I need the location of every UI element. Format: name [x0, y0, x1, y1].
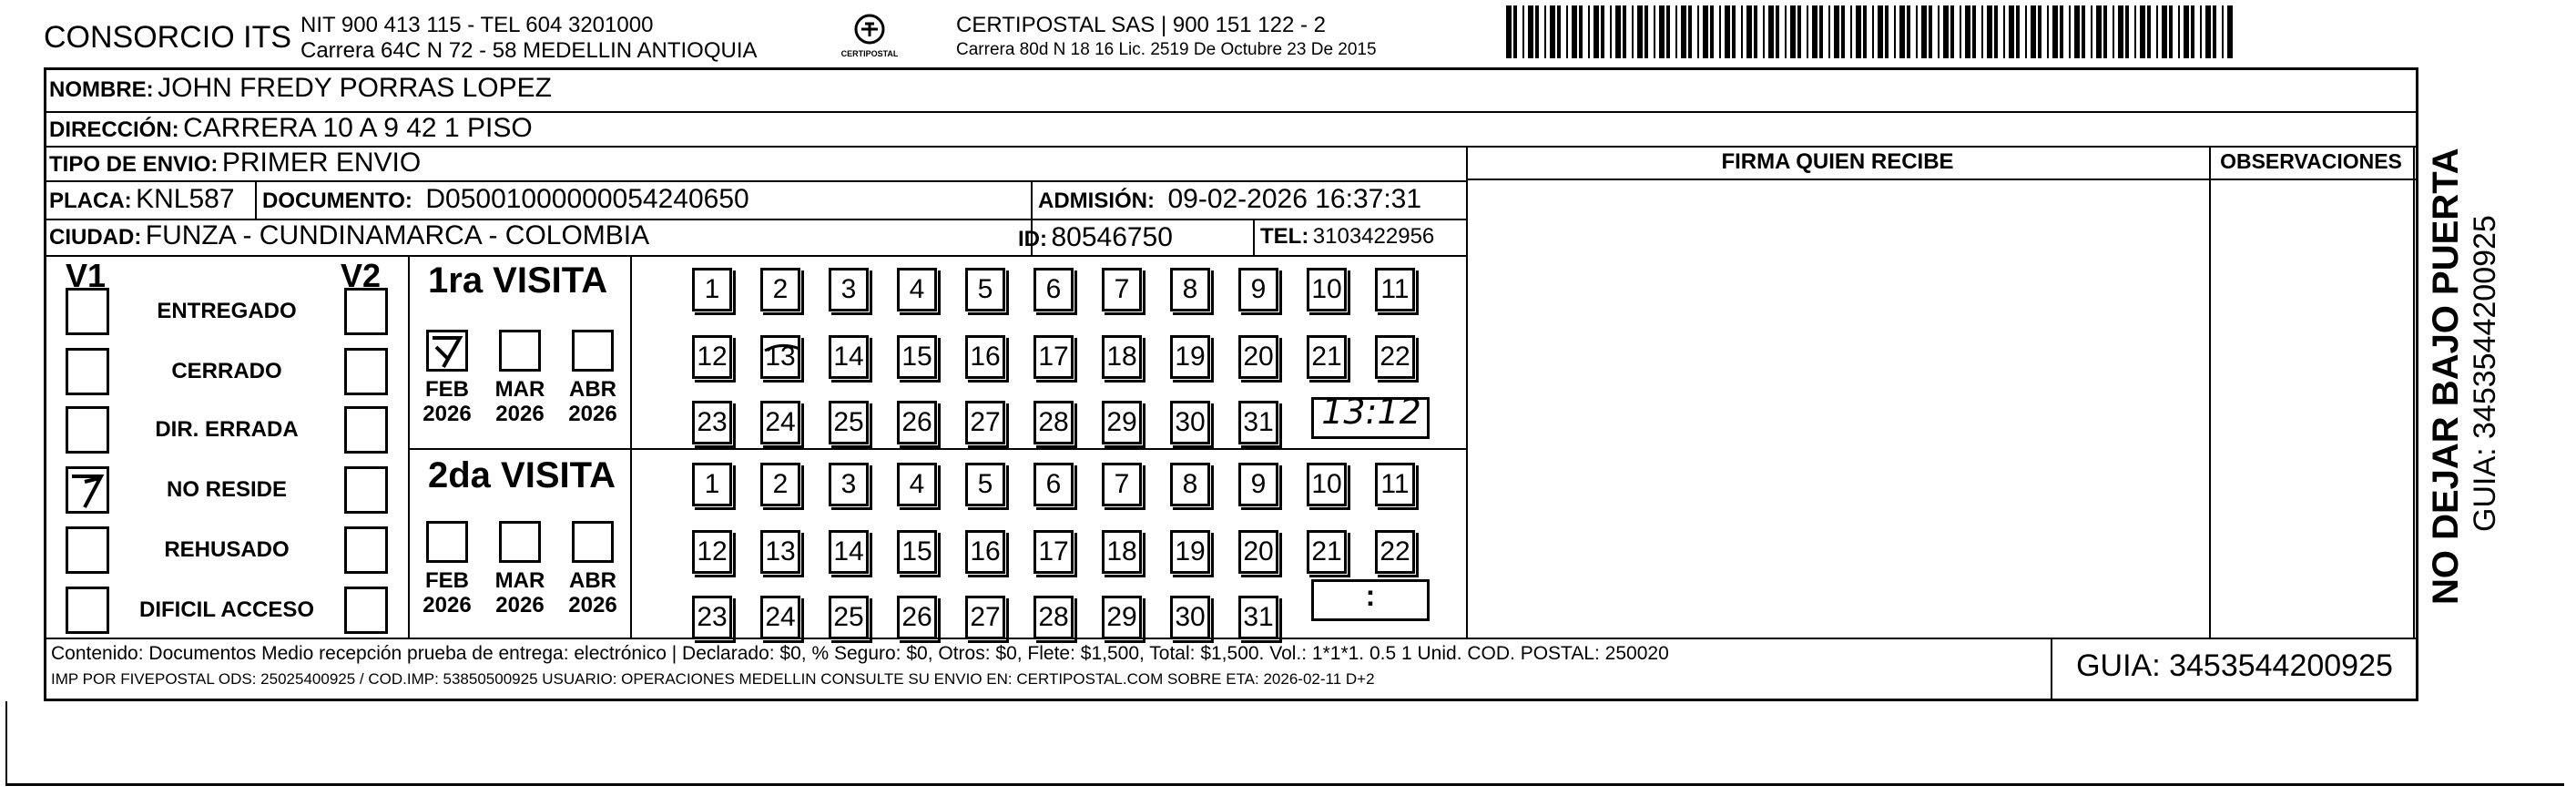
day-box[interactable]: 17 — [1033, 335, 1074, 379]
envelope-edge — [5, 783, 2564, 786]
day-box[interactable]: 25 — [829, 596, 869, 639]
barcode-bar — [1623, 5, 1626, 58]
day-box[interactable]: 5 — [965, 463, 1005, 506]
month-label — [564, 568, 622, 617]
carrier-details-line1: CERTIPOSTAL SAS | 900 151 122 - 2 — [956, 13, 1326, 37]
barcode-bar — [2140, 5, 2145, 58]
nombre-value: JOHN FREDY PORRAS LOPEZ — [158, 73, 552, 103]
v2-checkbox[interactable] — [344, 466, 388, 514]
barcode-bar — [1878, 5, 1883, 58]
barcode-bar — [1528, 5, 1533, 58]
barcode-bar — [1746, 5, 1752, 58]
month-year: 2026 — [495, 402, 545, 426]
day-box[interactable]: 29 — [1102, 596, 1142, 639]
v2-label: V2 — [341, 257, 382, 294]
barcode-bar — [2200, 5, 2202, 58]
barcode-bar — [1812, 5, 1817, 58]
day-box[interactable]: 14 — [829, 530, 869, 574]
barcode-bar — [2003, 5, 2005, 58]
barcode-bar — [1725, 5, 1730, 58]
barcode-bar — [2096, 5, 2102, 58]
barcode-bar — [2191, 5, 2194, 58]
barcode-bar — [1610, 5, 1612, 58]
barcode-bar — [1535, 5, 1539, 58]
barcode-bar — [1601, 5, 1604, 58]
barcode-bar — [1807, 5, 1808, 58]
month-checkbox-abr[interactable] — [572, 521, 614, 563]
month-checkbox-feb[interactable] — [426, 330, 468, 372]
ciudad-label: CIUDAD: — [49, 225, 142, 250]
day-box[interactable]: 1 — [692, 268, 732, 311]
ciudad-value: FUNZA - CUNDINAMARCA - COLOMBIA — [145, 220, 650, 250]
id-value: 80546750 — [1051, 222, 1173, 252]
day-box[interactable]: 24 — [760, 401, 800, 444]
month-name: MAR — [494, 568, 545, 593]
day-box[interactable]: 4 — [897, 463, 937, 506]
month-checkbox-feb[interactable] — [426, 521, 468, 563]
barcode-bar — [2147, 5, 2151, 58]
barcode-bar — [1615, 5, 1621, 58]
barcode-bar — [1850, 5, 1852, 58]
month-label — [418, 568, 476, 617]
barcode — [1504, 5, 2233, 62]
firma-label: FIRMA QUIEN RECIBE — [1721, 149, 1954, 174]
day-box[interactable]: 20 — [1238, 530, 1278, 574]
day-box[interactable]: 6 — [1033, 463, 1074, 506]
day-box[interactable]: 23 — [692, 401, 732, 444]
barcode-bar — [1681, 5, 1686, 58]
day-box[interactable]: 21 — [1307, 530, 1347, 574]
day-box[interactable]: 10 — [1307, 268, 1347, 311]
barcode-bar — [2205, 5, 2211, 58]
barcode-bar — [2227, 5, 2233, 58]
nombre-label: NOMBRE: — [49, 77, 154, 102]
day-box[interactable]: 9 — [1238, 268, 1278, 311]
admision-field — [1038, 184, 1421, 215]
barcode-bar — [1710, 5, 1714, 58]
carrier-logo — [836, 11, 903, 64]
barcode-bar — [2178, 5, 2180, 58]
status-label: DIR. ERRADA — [155, 417, 299, 442]
month-name: ABR — [569, 568, 616, 593]
barcode-bar — [1950, 5, 1954, 58]
check-mark-icon — [68, 469, 107, 511]
placa-label: PLACA: — [49, 189, 132, 213]
barcode-bar — [1856, 5, 1861, 58]
side-guia: GUIA: 3453544200925 — [2468, 215, 2502, 532]
barcode-bar — [2103, 5, 2107, 58]
day-box[interactable]: 17 — [1033, 530, 1074, 574]
admision-value: 09-02-2026 16:37:31 — [1167, 184, 1422, 214]
direccion-label: DIRECCIÓN: — [49, 117, 179, 142]
barcode-bar — [1579, 5, 1583, 58]
barcode-bar — [2134, 5, 2136, 58]
month-name: MAR — [494, 377, 545, 402]
nombre-row — [49, 73, 552, 104]
documento-label: DOCUMENTO: — [262, 189, 412, 213]
barcode-bar — [2118, 5, 2123, 58]
v2-checkbox[interactable] — [344, 288, 388, 335]
tel-value: 3103422956 — [1312, 224, 1435, 249]
v1-checkbox[interactable] — [66, 406, 109, 454]
day-box[interactable]: 30 — [1170, 401, 1210, 444]
barcode-bar — [2047, 5, 2049, 58]
barcode-bar — [1885, 5, 1889, 58]
v1-label: V1 — [66, 257, 107, 294]
barcode-bar — [1654, 5, 1655, 58]
day-box[interactable]: 19 — [1170, 335, 1210, 379]
first-visit-time-handwritten: 13:12 — [1321, 392, 1421, 432]
first-visit-title: 1ra VISITA — [428, 260, 608, 301]
barcode-bar — [1929, 5, 1932, 58]
firma-area[interactable] — [1470, 182, 2205, 634]
day-box[interactable]: 7 — [1102, 463, 1142, 506]
day-box[interactable]: 23 — [692, 596, 732, 639]
barcode-bar — [2162, 5, 2167, 58]
day-box[interactable]: 19 — [1170, 530, 1210, 574]
day-box[interactable]: 31 — [1238, 596, 1278, 639]
barcode-bar — [1659, 5, 1665, 58]
day-box[interactable]: 15 — [897, 530, 937, 574]
barcode-bar — [2009, 5, 2014, 58]
status-label: CERRADO — [171, 359, 282, 383]
day-box[interactable]: 21 — [1307, 335, 1347, 379]
month-name: FEB — [425, 568, 469, 593]
barcode-bar — [1768, 5, 1774, 58]
barcode-bar — [1697, 5, 1699, 58]
barcode-bar — [1675, 5, 1677, 58]
v1-checkbox[interactable] — [66, 587, 109, 634]
barcode-bar — [2031, 5, 2036, 58]
strike-mark-icon — [763, 338, 799, 378]
barcode-bar — [1593, 5, 1599, 58]
barcode-bar — [1965, 5, 1970, 58]
status-label: NO RESIDE — [166, 477, 288, 502]
day-box[interactable]: 8 — [1170, 268, 1210, 311]
barcode-bar — [1588, 5, 1590, 58]
day-box[interactable]: 7 — [1102, 268, 1142, 311]
day-box[interactable]: 8 — [1170, 463, 1210, 506]
barcode-bar — [1566, 5, 1568, 58]
v1-checkbox[interactable] — [66, 526, 109, 574]
day-box[interactable]: 5 — [965, 268, 1005, 311]
tipo-envio-value: PRIMER ENVIO — [221, 148, 422, 178]
barcode-bar — [1921, 5, 1927, 58]
month-name: FEB — [425, 377, 469, 402]
day-box[interactable]: 4 — [897, 268, 937, 311]
documento-value: D05001000000054240650 — [425, 184, 749, 214]
barcode-bar — [1644, 5, 1648, 58]
direccion-value: CARRERA 10 A 9 42 1 PISO — [183, 113, 533, 143]
month-year: 2026 — [423, 593, 472, 617]
barcode-bar — [1637, 5, 1643, 58]
day-box[interactable]: 12 — [692, 335, 732, 379]
month-year: 2026 — [423, 402, 472, 426]
barcode-bar — [1916, 5, 1918, 58]
day-box[interactable]: 1 — [692, 463, 732, 506]
barcode-bar — [2091, 5, 2092, 58]
barcode-bar — [1688, 5, 1692, 58]
v2-checkbox[interactable] — [344, 587, 388, 634]
barcode-bar — [2038, 5, 2041, 58]
barcode-bar — [1894, 5, 1896, 58]
barcode-bar — [2016, 5, 2020, 58]
ciudad-field — [49, 220, 649, 251]
day-box[interactable]: 2 — [760, 463, 800, 506]
day-box[interactable]: 10 — [1307, 463, 1347, 506]
barcode-bar — [2213, 5, 2216, 58]
month-year: 2026 — [495, 593, 545, 617]
footer-guia: GUIA: 3453544200925 — [2076, 648, 2393, 683]
barcode-bar — [1797, 5, 1801, 58]
day-box[interactable]: 30 — [1170, 596, 1210, 639]
status-label: ENTREGADO — [157, 299, 297, 323]
tel-label: TEL: — [1260, 224, 1309, 249]
tipo-envio-row — [49, 148, 421, 179]
barcode-bar — [1732, 5, 1736, 58]
barcode-bar — [1544, 5, 1546, 58]
day-box[interactable]: 3 — [829, 463, 869, 506]
barcode-bar — [1754, 5, 1757, 58]
placa-field — [49, 184, 235, 215]
day-box[interactable]: 16 — [965, 530, 1005, 574]
barcode-bar — [1981, 5, 1983, 58]
month-checkbox-mar[interactable] — [499, 521, 541, 563]
barcode-bar — [1572, 5, 1577, 58]
day-box[interactable]: 28 — [1033, 596, 1074, 639]
barcode-bar — [2074, 5, 2080, 58]
v2-checkbox[interactable] — [344, 526, 388, 574]
month-year: 2026 — [568, 593, 617, 617]
month-checkbox-abr[interactable] — [572, 330, 614, 372]
barcode-bar — [1972, 5, 1976, 58]
v1-checkbox[interactable] — [66, 288, 109, 335]
barcode-bar — [2222, 5, 2224, 58]
day-box[interactable]: 3 — [829, 268, 869, 311]
v1-checkbox[interactable] — [66, 466, 109, 514]
barcode-bar — [1907, 5, 1910, 58]
barcode-bar — [1863, 5, 1867, 58]
day-box[interactable]: 16 — [965, 335, 1005, 379]
barcode-bar — [1987, 5, 1992, 58]
company-name: CONSORCIO ITS — [44, 20, 292, 55]
placa-value: KNL587 — [136, 184, 235, 214]
direccion-row — [49, 113, 533, 144]
tipo-envio-label: TIPO DE ENVIO: — [49, 152, 219, 177]
status-label: REHUSADO — [164, 537, 290, 562]
barcode-bar — [1557, 5, 1561, 58]
barcode-bar — [2025, 5, 2027, 58]
barcode-bar — [1741, 5, 1743, 58]
v2-checkbox[interactable] — [344, 348, 388, 395]
barcode-bar — [2156, 5, 2158, 58]
day-box[interactable]: 11 — [1375, 463, 1415, 506]
barcode-bar — [1960, 5, 1961, 58]
barcode-bar — [1513, 5, 1517, 58]
footer-print-line: IMP POR FIVEPOSTAL ODS: 25025400925 / COD.IMP: 53850500925 USUARIO: OPERACIONES MEDELLIN CONSULTE SU ENVIO EN: CERTIPOSTAL.COM SOBRE ETA: 2026-02-11 D+2 — [51, 670, 1375, 688]
barcode-bar — [1790, 5, 1796, 58]
barcode-bar — [1938, 5, 1940, 58]
barcode-bar — [2052, 5, 2058, 58]
tel-field — [1260, 224, 1434, 250]
day-box[interactable]: 13 — [760, 530, 800, 574]
day-box[interactable]: 27 — [965, 401, 1005, 444]
company-details-line1: NIT 900 413 115 - TEL 604 3201000 — [300, 13, 654, 37]
day-box[interactable]: 22 — [1375, 530, 1415, 574]
barcode-bar — [1703, 5, 1708, 58]
day-box[interactable]: 27 — [965, 596, 1005, 639]
month-label — [491, 377, 549, 426]
barcode-bar — [1828, 5, 1830, 58]
footer-content-line: Contenido: Documentos Medio recepción prueba de entrega: electrónico | Declarado: $0, % Seguro: $0, Otros: $0, Flete: $1,500, Total: $1,500. Vol.: 1*1*1. 0.5 1 Unid. COD. POSTAL: 250020 — [51, 643, 1669, 664]
barcode-bar — [1550, 5, 1555, 58]
carrier-details-line2: Carrera 80d N 18 16 Lic. 2519 De Octubre 23 De 2015 — [956, 40, 1377, 59]
barcode-bar — [2125, 5, 2129, 58]
check-mark-icon — [429, 332, 465, 369]
id-label: ID: — [1018, 227, 1047, 251]
day-box[interactable]: 31 — [1238, 401, 1278, 444]
month-label — [491, 568, 549, 617]
barcode-bar — [1506, 5, 1512, 58]
day-box[interactable]: 29 — [1102, 401, 1142, 444]
month-name: ABR — [569, 377, 616, 402]
day-box[interactable]: 18 — [1102, 530, 1142, 574]
day-box-marked[interactable]: 13 — [760, 335, 800, 379]
barcode-bar — [1776, 5, 1779, 58]
day-box[interactable]: 6 — [1033, 268, 1074, 311]
barcode-bar — [2113, 5, 2114, 58]
month-label — [418, 377, 476, 426]
observaciones-area[interactable] — [2213, 182, 2409, 634]
barcode-bar — [1763, 5, 1765, 58]
day-box[interactable]: 20 — [1238, 335, 1278, 379]
barcode-bar — [1666, 5, 1670, 58]
side-warning: NO DEJAR BAJO PUERTA — [2426, 148, 2466, 605]
day-box[interactable]: 11 — [1375, 268, 1415, 311]
day-box[interactable]: 22 — [1375, 335, 1415, 379]
v2-checkbox[interactable] — [344, 406, 388, 454]
barcode-bar — [2184, 5, 2189, 58]
day-box[interactable]: 26 — [897, 596, 937, 639]
day-box[interactable]: 2 — [760, 268, 800, 311]
v1-checkbox[interactable] — [66, 348, 109, 395]
day-box[interactable]: 15 — [897, 335, 937, 379]
company-details-line2: Carrera 64C N 72 - 58 MEDELLIN ANTIOQUIA — [300, 38, 758, 63]
observaciones-label: OBSERVACIONES — [2220, 149, 2402, 173]
barcode-bar — [1872, 5, 1874, 58]
carrier-logo-text: CERTIPOSTAL — [840, 49, 899, 58]
second-visit-time-placeholder: : — [1365, 579, 1376, 612]
barcode-bar — [1994, 5, 1998, 58]
day-box[interactable]: 9 — [1238, 463, 1278, 506]
day-box[interactable]: 12 — [692, 530, 732, 574]
day-box[interactable]: 28 — [1033, 401, 1074, 444]
barcode-bar — [1719, 5, 1721, 58]
barcode-bar — [2069, 5, 2071, 58]
barcode-bar — [1899, 5, 1905, 58]
day-box[interactable]: 14 — [829, 335, 869, 379]
barcode-bar — [1819, 5, 1823, 58]
month-year: 2026 — [568, 402, 617, 426]
status-label: DIFICIL ACCESO — [138, 597, 314, 622]
barcode-bar — [1834, 5, 1839, 58]
barcode-bar — [1522, 5, 1524, 58]
barcode-bar — [1785, 5, 1787, 58]
barcode-bar — [1943, 5, 1949, 58]
envelope-edge-left — [5, 701, 7, 785]
documento-field — [262, 184, 749, 215]
month-label — [564, 377, 622, 426]
second-visit-title: 2da VISITA — [428, 455, 616, 495]
barcode-bar — [1841, 5, 1845, 58]
barcode-bar — [2169, 5, 2173, 58]
barcode-bar — [1632, 5, 1634, 58]
day-box[interactable]: 24 — [760, 596, 800, 639]
barcode-bar — [2082, 5, 2085, 58]
day-box[interactable]: 18 — [1102, 335, 1142, 379]
barcode-bar — [2060, 5, 2063, 58]
month-checkbox-mar[interactable] — [499, 330, 541, 372]
id-field — [1018, 222, 1173, 253]
admision-label: ADMISIÓN: — [1038, 189, 1155, 213]
day-box[interactable]: 26 — [897, 401, 937, 444]
day-box[interactable]: 25 — [829, 401, 869, 444]
